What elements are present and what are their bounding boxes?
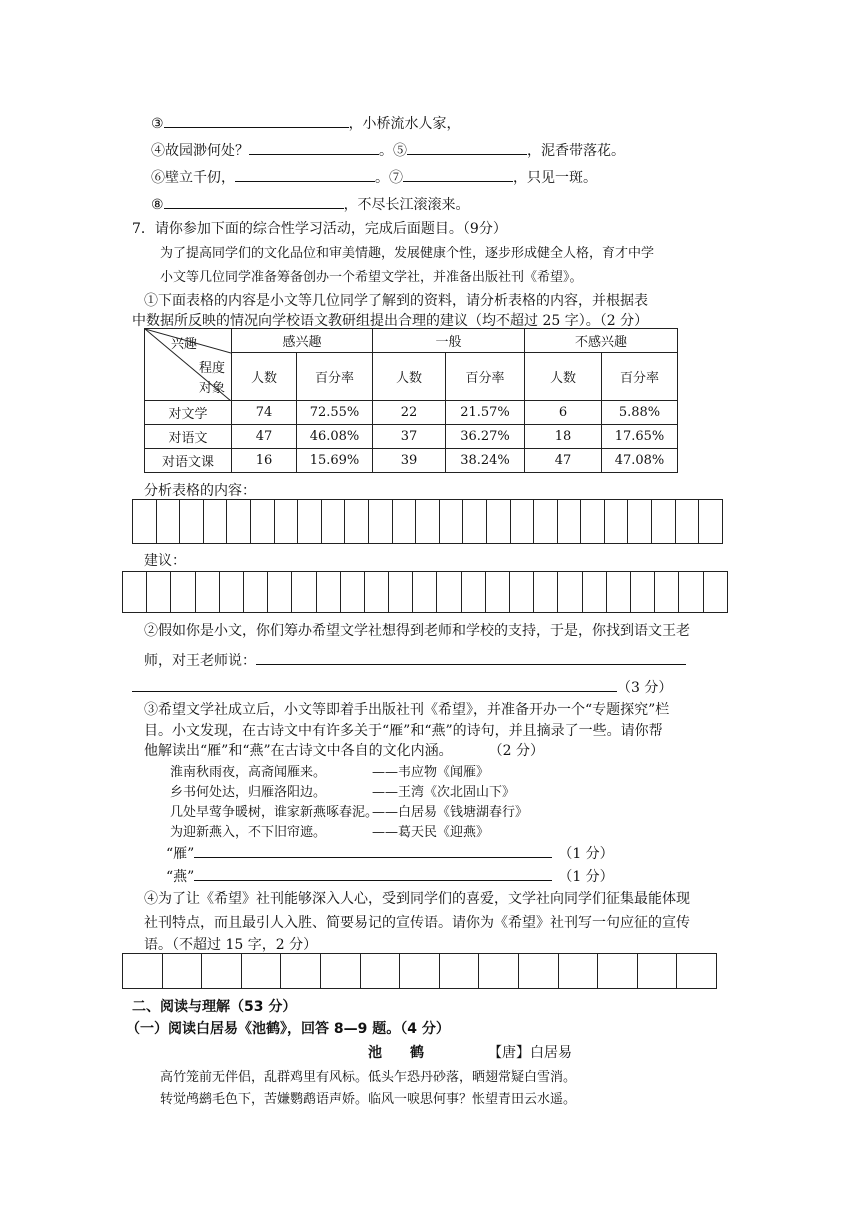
answer-box[interactable] (559, 953, 599, 989)
answer-box[interactable] (677, 953, 717, 989)
q7-sub2-line3 (132, 677, 672, 697)
poem-quote (170, 781, 326, 800)
yan-answer-line (166, 843, 614, 863)
answer-box[interactable] (631, 571, 655, 613)
answer-box[interactable] (440, 953, 480, 989)
poem-line-2: 转觉鸬鹚毛色下，苦嫌鹦鹉语声娇。临风一唳思何事？怅望青田云水遥。 (160, 1092, 577, 1107)
table-corner (145, 329, 232, 401)
answer-blank[interactable] (194, 866, 552, 881)
poem-source: ——葛天民《迎燕》 (372, 825, 490, 840)
answer-box[interactable] (268, 571, 292, 613)
q7-sub2-line1: ②假如你是小文，你们筹办希望文学社想得到老师和学校的支持，于是，你找到语文王老 (144, 623, 690, 639)
q7-intro-1: 为了提高同学们的文化品位和审美情趣，发展健康个性，逐步形成健全人格，育才中学 (160, 246, 655, 261)
corner-bottom-label: 对象 (199, 381, 226, 396)
answer-box[interactable] (345, 499, 369, 544)
fill-line-8 (151, 194, 470, 214)
answer-blank[interactable] (249, 140, 379, 155)
line-text: ⑥壁立千仞， (151, 170, 235, 186)
table-cell: 47.08% (602, 449, 678, 473)
line-text: ④故园渺何处？ (151, 143, 249, 159)
answer-box[interactable] (607, 571, 631, 613)
quote-line: 乡书何处达，归雁洛阳边。 (170, 785, 327, 800)
poem-quote (170, 761, 326, 780)
answer-blank[interactable] (194, 843, 552, 858)
answer-box[interactable] (400, 953, 440, 989)
answer-box[interactable] (220, 571, 244, 613)
answer-box[interactable] (393, 499, 417, 544)
table-cell: 16 (232, 449, 297, 473)
analysis-label: 分析表格的内容： (144, 483, 256, 499)
line-label: “燕” (166, 869, 195, 885)
answer-box[interactable] (204, 499, 228, 544)
table-cell: 36.27% (446, 425, 525, 449)
answer-box[interactable] (581, 499, 605, 544)
score: （3 分） (617, 680, 673, 696)
answer-box[interactable] (416, 499, 440, 544)
poem-author: 【唐】白居易 (488, 1045, 572, 1061)
answer-box[interactable] (583, 571, 607, 613)
score: （1 分） (558, 869, 614, 885)
answer-box[interactable] (389, 571, 413, 613)
q7-sub3-line3 (144, 740, 544, 760)
suggestion-label: 建议： (144, 553, 186, 569)
answer-box[interactable] (628, 499, 652, 544)
row-label: 对语文课 (145, 449, 232, 473)
answer-box[interactable] (147, 571, 171, 613)
answer-blank[interactable] (132, 677, 617, 692)
section2-title: 二、阅读与理解（53 分） (132, 999, 297, 1015)
group-header: 不感兴趣 (525, 329, 678, 353)
answer-box[interactable] (317, 571, 341, 613)
q7-sub4-line2: 社刊特点，而且最引人入胜、简要易记的宣传语。请你为《希望》社刊写一句应征的宣传 (144, 915, 690, 931)
answer-box[interactable] (704, 571, 728, 613)
answer-box[interactable] (462, 571, 486, 613)
table-cell: 17.65% (602, 425, 678, 449)
table-cell: 39 (373, 449, 446, 473)
table-row (145, 449, 678, 473)
slogan-answer-grid[interactable] (122, 953, 717, 989)
sub-header: 百分率 (297, 353, 373, 401)
table-row (145, 425, 678, 449)
table-cell: 47 (525, 449, 602, 473)
answer-box[interactable] (361, 953, 401, 989)
table-row (145, 401, 678, 425)
poem-source: ——韦应物《闻雁》 (372, 765, 490, 780)
answer-box[interactable] (322, 499, 346, 544)
answer-box[interactable] (519, 953, 559, 989)
answer-box[interactable] (486, 571, 510, 613)
answer-box[interactable] (440, 499, 464, 544)
line-text: ，只见一斑。 (513, 170, 597, 186)
q7-title: 7．请你参加下面的综合性学习活动，完成后面题目。（9分） (132, 221, 507, 237)
answer-blank[interactable] (164, 194, 344, 209)
answer-box[interactable] (123, 953, 163, 989)
q7-intro-2: 小文等几位同学准备筹备创办一个希望文学社，并准备出版社刊《希望》。 (160, 270, 583, 285)
line-text: ，不尽长江滚滚来。 (343, 197, 470, 213)
q7-sub3-line2: 目。小文发现，在古诗文中有许多关于“雁”和“燕”的诗句，并且摘录了一些。请你帮 (144, 723, 663, 739)
answer-blank[interactable] (164, 113, 349, 128)
suggestion-answer-grid[interactable] (122, 571, 728, 613)
answer-box[interactable] (652, 499, 676, 544)
sub-header: 人数 (525, 353, 602, 401)
row-label: 对语文 (145, 425, 232, 449)
fill-line-3 (151, 113, 461, 133)
q7-sub1-line1: ①下面表格的内容是小文等几位同学了解到的资料，请分析表格的内容，并根据表 (144, 293, 648, 309)
answer-box[interactable] (227, 499, 251, 544)
yan2-answer-line (166, 866, 614, 886)
answer-box[interactable] (487, 499, 511, 544)
answer-box[interactable] (676, 499, 700, 544)
poem-quote (170, 821, 326, 840)
sub-header: 百分率 (446, 353, 525, 401)
answer-box[interactable] (157, 499, 181, 544)
table-cell: 21.57% (446, 401, 525, 425)
fill-line-6 (151, 167, 597, 187)
answer-box[interactable] (558, 571, 582, 613)
q7-sub2-line2 (144, 650, 686, 670)
line-text: 他解读出“雁”和“燕”在古诗文中各自的文化内涵。 (144, 743, 453, 759)
table-cell: 72.55% (297, 401, 373, 425)
answer-box[interactable] (281, 953, 321, 989)
sub-header: 人数 (232, 353, 297, 401)
table-cell: 15.69% (297, 449, 373, 473)
answer-box[interactable] (244, 571, 268, 613)
group-header: 一般 (373, 329, 525, 353)
answer-blank[interactable] (407, 140, 527, 155)
score: （2 分） (488, 743, 544, 759)
table-cell: 5.88% (602, 401, 678, 425)
table-cell: 37 (373, 425, 446, 449)
sub-header: 百分率 (602, 353, 678, 401)
table-cell: 18 (525, 425, 602, 449)
sub-header: 人数 (373, 353, 446, 401)
corner-top-label: 兴趣 (171, 337, 198, 352)
answer-box[interactable] (655, 571, 679, 613)
poem-source: ——白居易《钱塘湖春行》 (372, 805, 529, 820)
fill-line-4 (151, 140, 625, 160)
poem-line-1: 高竹笼前无伴侣，乱群鸡里有风标。低头乍恐丹砂落，晒翅常疑白雪消。 (160, 1070, 577, 1085)
q7-sub1-line2: 中数据所反映的情况向学校语文教研组提出合理的建议（均不超过 25 字）。（2 分） (132, 313, 649, 329)
score: （1 分） (558, 846, 614, 862)
poem-source: ——王湾《次北固山下》 (372, 785, 516, 800)
answer-box[interactable] (558, 499, 582, 544)
item-number: ⑧ (151, 197, 164, 213)
item-number: ③ (151, 116, 164, 132)
answer-box[interactable] (598, 953, 638, 989)
line-text: 师，对王老师说： (144, 653, 256, 669)
answer-box[interactable] (534, 571, 558, 613)
line-text: ，泥香带落花。 (527, 143, 625, 159)
answer-blank[interactable] (235, 167, 375, 182)
answer-box[interactable] (437, 571, 461, 613)
answer-blank[interactable] (403, 167, 513, 182)
line-text: 。⑤ (379, 143, 407, 159)
answer-box[interactable] (242, 953, 282, 989)
answer-box[interactable] (699, 499, 723, 544)
answer-box[interactable] (463, 499, 487, 544)
quote-line: 淮南秋雨夜，高斋闻雁来。 (170, 765, 327, 780)
q7-sub4-line1: ④为了让《希望》社刊能够深入人心，受到同学们的喜爱，文学社向同学们征集最能体现 (144, 891, 690, 907)
answer-box[interactable] (605, 499, 629, 544)
line-text: 。⑦ (375, 170, 403, 186)
answer-box[interactable] (321, 953, 361, 989)
answer-box[interactable] (180, 499, 204, 544)
q7-sub3-line1: ③希望文学社成立后，小文等即着手出版社刊《希望》，并准备开办一个“专题探究”栏 (144, 702, 670, 718)
row-label: 对文学 (145, 401, 232, 425)
answer-box[interactable] (479, 953, 519, 989)
poem-quote (170, 801, 378, 820)
answer-box[interactable] (275, 499, 299, 544)
answer-blank[interactable] (256, 650, 686, 665)
poem-title: 池 鹤 (368, 1045, 424, 1061)
table-cell: 47 (232, 425, 297, 449)
answer-box[interactable] (511, 499, 535, 544)
quote-line: 为迎新燕入，不下旧帘遮。 (170, 825, 327, 840)
line-label: “雁” (166, 846, 195, 862)
quote-line: 几处早莺争暖树，谁家新燕啄春泥。 (170, 805, 379, 820)
answer-box[interactable] (196, 571, 220, 613)
answer-box[interactable] (133, 499, 157, 544)
q7-sub4-line3: 语。（不超过 15 字，2 分） (144, 937, 318, 953)
answer-box[interactable] (365, 571, 389, 613)
answer-box[interactable] (369, 499, 393, 544)
answer-box[interactable] (251, 499, 275, 544)
section2-part1: （一）阅读白居易《池鹤》，回答 8—9 题。（4 分） (126, 1021, 450, 1037)
answer-box[interactable] (534, 499, 558, 544)
survey-table (144, 328, 678, 473)
table-cell: 22 (373, 401, 446, 425)
group-header: 感兴趣 (232, 329, 373, 353)
table-cell: 46.08% (297, 425, 373, 449)
table-cell: 38.24% (446, 449, 525, 473)
corner-mid-label: 程度 (199, 361, 226, 376)
answer-box[interactable] (171, 571, 195, 613)
table-cell: 6 (525, 401, 602, 425)
answer-box[interactable] (638, 953, 678, 989)
analysis-answer-grid[interactable] (132, 499, 723, 544)
answer-box[interactable] (163, 953, 203, 989)
answer-box[interactable] (292, 571, 316, 613)
answer-box[interactable] (298, 499, 322, 544)
answer-box[interactable] (123, 571, 147, 613)
answer-box[interactable] (679, 571, 703, 613)
answer-box[interactable] (413, 571, 437, 613)
answer-box[interactable] (510, 571, 534, 613)
line-text: ，小桥流水人家， (348, 116, 461, 132)
answer-box[interactable] (341, 571, 365, 613)
table-cell: 74 (232, 401, 297, 425)
answer-box[interactable] (202, 953, 242, 989)
